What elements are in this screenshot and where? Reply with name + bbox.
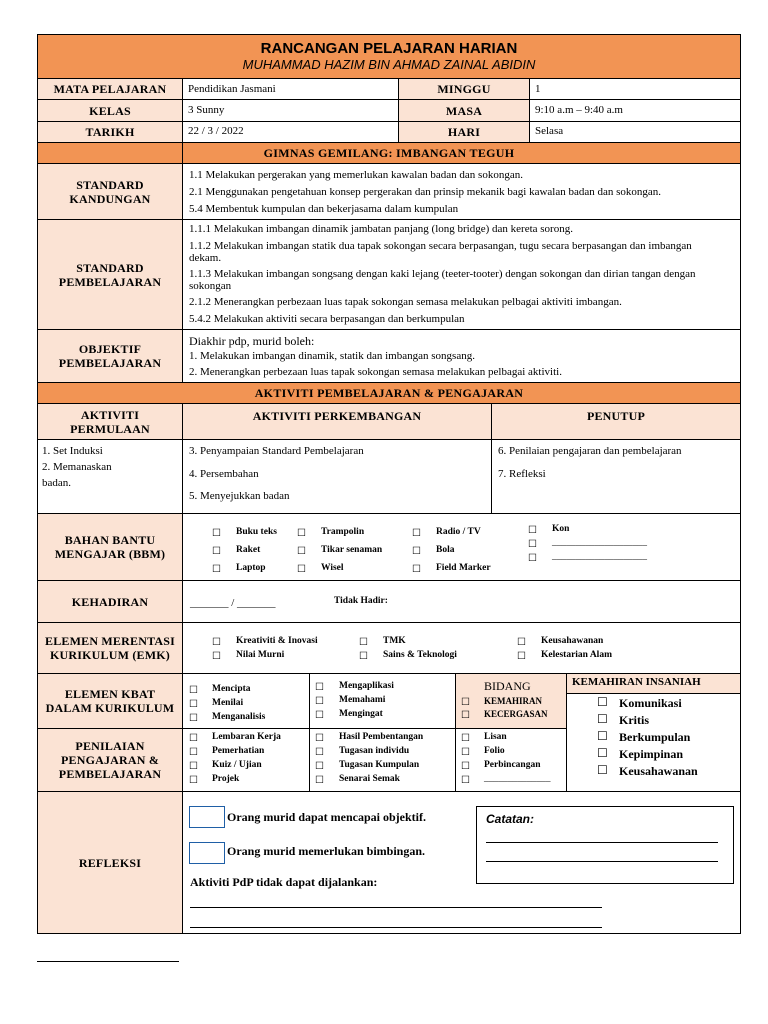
date-value: 22 / 3 / 2022 xyxy=(188,125,244,137)
bbm-blank[interactable]: ____________________ xyxy=(552,552,647,562)
sp-line: 1.1.1 Melakukan imbangan dinamik jambatan panjang (long bridge) dan kereta sorong. xyxy=(189,223,573,235)
ki-item: Komunikasi xyxy=(619,696,682,710)
ki-item: Kritis xyxy=(619,713,649,727)
refleksi-label: REFLEKSI xyxy=(78,855,142,870)
activity-item: 4. Persembahan xyxy=(189,468,259,480)
date-label: TARIKH xyxy=(85,125,135,139)
refleksi-line3: Aktiviti PdP tidak dapat dijalankan: xyxy=(190,875,378,889)
ki-item: Keusahawanan xyxy=(619,764,698,778)
emk-item: TMK xyxy=(383,636,406,646)
kbat-item: Mencipta xyxy=(212,684,251,694)
activity-item: 3. Penyampaian Standard Pembelajaran xyxy=(189,445,364,457)
checkbox[interactable]: ☐ xyxy=(461,733,470,744)
penilaian-item: Tugasan individu xyxy=(339,746,410,756)
bbm-item: Kon xyxy=(552,524,570,534)
penilaian-item: Lembaran Kerja xyxy=(212,732,281,742)
emk-item: Kreativiti & Inovasi xyxy=(236,636,318,646)
kehadiran-value[interactable]: _______ / _______ xyxy=(190,597,276,609)
kbat-item: Mengaplikasi xyxy=(339,681,394,691)
sp-line: dekam. xyxy=(189,252,222,264)
checkbox[interactable]: ☐ xyxy=(597,763,608,777)
refleksi-line1: Orang murid dapat mencapai objektif. xyxy=(227,810,427,824)
checkbox[interactable]: ☐ xyxy=(359,637,368,648)
checkbox[interactable]: ☐ xyxy=(528,525,537,536)
emk-item: Kelestarian Alam xyxy=(541,650,612,660)
sp-line: 1.1.3 Melakukan imbangan songsang dengan kaki lejang (teeter-tooter) dengan sokongan dan dirian tangan dengan xyxy=(189,268,696,280)
col-perkembangan-title: AKTIVITI PERKEMBANGAN xyxy=(252,409,422,423)
objektif-item: 2. Menerangkan perbezaan luas tapak sokongan semasa melakukan pelbagai aktiviti. xyxy=(189,366,562,378)
sp-line: sokongan xyxy=(189,280,232,292)
penilaian-item: Folio xyxy=(484,746,505,756)
bidang-title: BIDANG xyxy=(484,679,531,693)
ki-title: KEMAHIRAN INSANIAH xyxy=(572,676,701,688)
checkbox[interactable]: ☐ xyxy=(517,651,526,662)
checkbox[interactable]: ☐ xyxy=(315,696,324,707)
bbm-item: Trampolin xyxy=(321,527,365,537)
subject-label: MATA PELAJARAN xyxy=(53,82,167,96)
checkbox[interactable]: ☐ xyxy=(412,564,421,575)
topic-title: GIMNAS GEMILANG: IMBANGAN TEGUH xyxy=(263,145,515,160)
sk-line: 2.1 Menggunakan pengetahuan konsep pergerakan dan prinsip mekanik bagi kawalan badan dan sokongan. xyxy=(189,186,662,198)
checkbox[interactable]: ☐ xyxy=(315,761,324,772)
checkbox[interactable]: ☐ xyxy=(461,747,470,758)
checkbox[interactable]: ☐ xyxy=(315,733,324,744)
sp-line: 1.1.2 Melakukan imbangan statik dua tapak sokongan secara berpasangan, tugu secara berpasangan dan imbangan xyxy=(189,240,692,252)
activities-title: AKTIVITI PEMBELAJARAN & PENGAJARAN xyxy=(254,385,524,400)
penilaian-item: Perbincangan xyxy=(484,760,541,770)
sp-label: STANDARD PEMBELAJARAN xyxy=(58,260,162,289)
activity-item: badan. xyxy=(42,477,72,489)
penilaian-item: Lisan xyxy=(484,732,507,742)
catatan-label: Catatan: xyxy=(486,812,535,826)
class-value: 3 Sunny xyxy=(188,104,225,116)
refleksi-line2: Orang murid memerlukan bimbingan. xyxy=(227,844,426,858)
checkbox[interactable]: ☐ xyxy=(212,546,221,557)
kbat-item: Memahami xyxy=(339,695,386,705)
checkbox[interactable]: ☐ xyxy=(212,651,221,662)
checkbox[interactable]: ☐ xyxy=(528,539,537,550)
murid-count-box-2[interactable] xyxy=(189,842,225,864)
col-permulaan-title: AKTIVITI PERMULAAN xyxy=(70,407,150,436)
murid-count-box-1[interactable] xyxy=(189,806,225,828)
kbat-item: Menganalisis xyxy=(212,712,266,722)
bbm-item: Laptop xyxy=(236,563,266,573)
time-value: 9:10 a.m – 9:40 a.m xyxy=(535,104,623,116)
checkbox[interactable]: ☐ xyxy=(189,699,198,710)
emk-item: Nilai Murni xyxy=(236,650,285,660)
penilaian-blank[interactable]: ______________ xyxy=(484,774,551,784)
checkbox[interactable]: ☐ xyxy=(597,746,608,760)
emk-item: Sains & Teknologi xyxy=(383,650,457,660)
refleksi-writing-line[interactable] xyxy=(190,907,602,908)
checkbox[interactable]: ☐ xyxy=(189,733,198,744)
checkbox[interactable]: ☐ xyxy=(212,564,221,575)
activity-item: 1. Set Induksi xyxy=(42,445,103,457)
objektif-intro: Diakhir pdp, murid boleh: xyxy=(189,334,315,348)
bbm-item: Buku teks xyxy=(236,527,277,537)
penilaian-item: Senarai Semak xyxy=(339,774,400,784)
subject-value: Pendidikan Jasmani xyxy=(188,83,276,95)
catatan-line[interactable] xyxy=(486,861,718,862)
activity-item: 2. Memanaskan xyxy=(42,461,112,473)
bbm-item: Bola xyxy=(436,545,455,555)
checkbox[interactable]: ☐ xyxy=(212,637,221,648)
penilaian-item: Kuiz / Ujian xyxy=(212,760,262,770)
objektif-item: 1. Melakukan imbangan dinamik, statik dan imbangan songsang. xyxy=(189,350,475,362)
checkbox[interactable]: ☐ xyxy=(412,528,421,539)
checkbox[interactable]: ☐ xyxy=(297,564,306,575)
sk-line: 5.4 Membentuk kumpulan dan bekerjasama dalam kumpulan xyxy=(189,203,459,215)
checkbox[interactable]: ☐ xyxy=(297,528,306,539)
checkbox[interactable]: ☐ xyxy=(461,710,470,721)
bbm-item: Radio / TV xyxy=(436,527,481,537)
refleksi-writing-line[interactable] xyxy=(190,927,602,928)
kehadiran-label: KEHADIRAN xyxy=(71,594,149,609)
checkbox[interactable]: ☐ xyxy=(517,637,526,648)
checkbox[interactable]: ☐ xyxy=(315,747,324,758)
penilaian-item: Pemerhatian xyxy=(212,746,265,756)
ki-item: Berkumpulan xyxy=(619,730,691,744)
activity-item: 6. Penilaian pengajaran dan pembelajaran xyxy=(498,445,682,457)
sp-line: 2.1.2 Menerangkan perbezaan luas tapak sokongan semasa melakukan pelbagai aktiviti imbangan. xyxy=(189,296,622,308)
bbm-item: Tikar senaman xyxy=(321,545,383,555)
form-title: RANCANGAN PELAJARAN HARIAN xyxy=(260,40,518,57)
bidang-item: KEMAHIRAN xyxy=(484,696,542,706)
penilaian-item: Tugasan Kumpulan xyxy=(339,760,420,770)
class-label: KELAS xyxy=(89,103,131,118)
kbat-item: Mengingat xyxy=(339,709,383,719)
sk-line: 1.1 Melakukan pergerakan yang memerlukan kawalan badan dan sokongan. xyxy=(189,169,523,181)
checkbox[interactable]: ☐ xyxy=(297,546,306,557)
emk-item: Keusahawanan xyxy=(541,636,604,646)
objektif-label: OBJEKTIF PEMBELAJARAN xyxy=(58,342,162,370)
checkbox[interactable]: ☐ xyxy=(461,775,470,786)
checkbox[interactable]: ☐ xyxy=(412,546,421,557)
time-label: MASA xyxy=(445,103,483,118)
penilaian-label: PENILAIAN PENGAJARAN & PEMBELAJARAN xyxy=(58,739,162,781)
checkbox[interactable]: ☐ xyxy=(597,712,608,726)
footnote-separator xyxy=(37,961,179,962)
sk-label: STANDARD KANDUNGAN xyxy=(69,177,151,206)
checkbox[interactable]: ☐ xyxy=(189,685,198,696)
kbat-item: Menilai xyxy=(212,698,244,708)
day-value: Selasa xyxy=(535,125,564,137)
ki-item: Kepimpinan xyxy=(619,747,684,761)
bbm-item: Wisel xyxy=(321,563,344,573)
bbm-item: Raket xyxy=(236,545,261,555)
checkbox[interactable]: ☐ xyxy=(597,729,608,743)
checkbox[interactable]: ☐ xyxy=(189,713,198,724)
activity-item: 5. Menyejukkan badan xyxy=(189,490,290,502)
catatan-line[interactable] xyxy=(486,842,718,843)
bbm-label: BAHAN BANTU MENGAJAR (BBM) xyxy=(54,533,166,561)
sp-line: 5.4.2 Melakukan aktiviti secara berpasangan dan berkumpulan xyxy=(189,313,465,325)
week-label: MINGGU xyxy=(437,82,491,96)
penilaian-item: Projek xyxy=(212,774,240,784)
checkbox[interactable]: ☐ xyxy=(315,710,324,721)
absent-label: Tidak Hadir: xyxy=(334,596,388,606)
bbm-item: Field Marker xyxy=(436,563,491,573)
emk-label: ELEMEN MERENTASI KURIKULUM (EMK) xyxy=(45,634,175,662)
checkbox[interactable]: ☐ xyxy=(189,761,198,772)
checkbox[interactable]: ☐ xyxy=(189,747,198,758)
checkbox[interactable]: ☐ xyxy=(189,775,198,786)
teacher-name: MUHAMMAD HAZIM BIN AHMAD ZAINAL ABIDIN xyxy=(242,57,536,72)
bbm-blank[interactable]: ____________________ xyxy=(552,538,647,548)
week-value: 1 xyxy=(535,83,541,95)
day-label: HARI xyxy=(447,125,481,139)
checkbox[interactable]: ☐ xyxy=(461,697,470,708)
checkbox[interactable]: ☐ xyxy=(528,553,537,564)
checkbox[interactable]: ☐ xyxy=(461,761,470,772)
checkbox[interactable]: ☐ xyxy=(597,695,608,709)
checkbox[interactable]: ☐ xyxy=(212,528,221,539)
activity-item: 7. Refleksi xyxy=(498,468,546,480)
checkbox[interactable]: ☐ xyxy=(359,651,368,662)
kbat-label: ELEMEN KBAT DALAM KURIKULUM xyxy=(45,687,175,715)
checkbox[interactable]: ☐ xyxy=(315,775,324,786)
checkbox[interactable]: ☐ xyxy=(315,682,324,693)
penilaian-item: Hasil Pembentangan xyxy=(339,732,424,742)
bidang-item: KECERGASAN xyxy=(484,709,548,719)
col-penutup-title: PENUTUP xyxy=(586,409,646,423)
